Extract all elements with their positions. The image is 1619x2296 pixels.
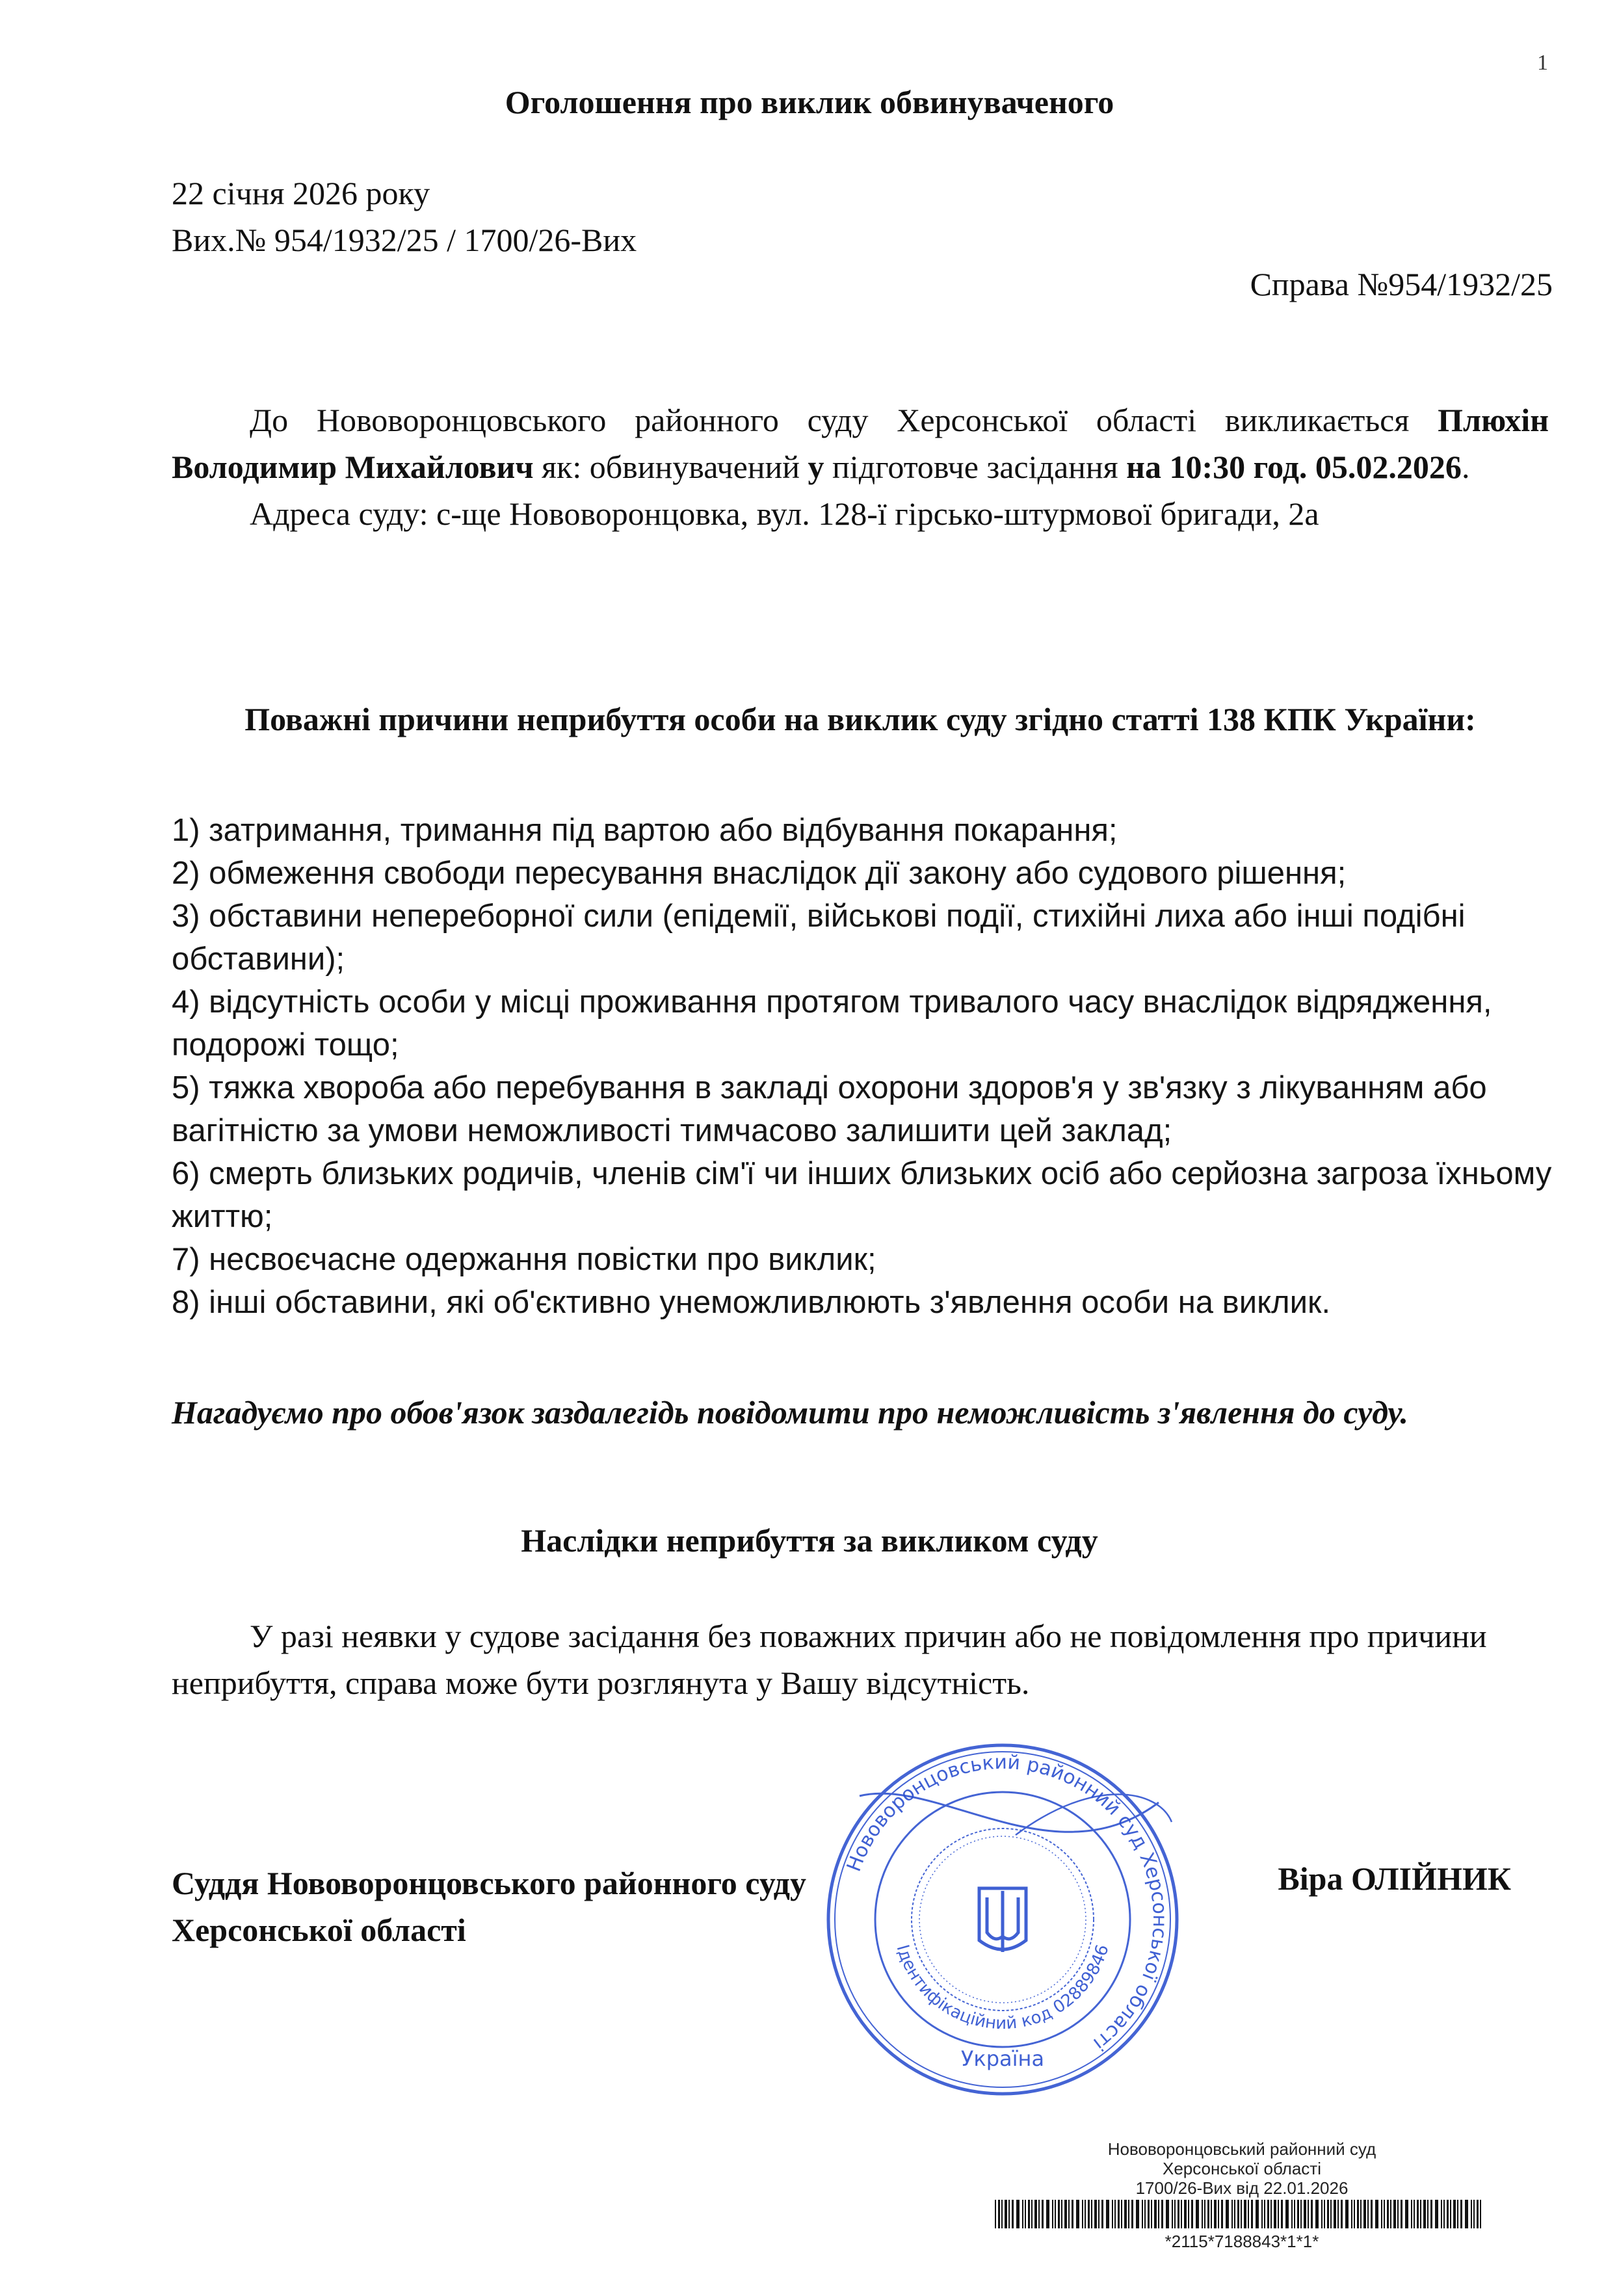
barcode-bar: [1131, 2200, 1133, 2228]
barcode-bar: [1270, 2200, 1272, 2228]
barcode-bar: [998, 2200, 1000, 2228]
barcode-bar: [1251, 2200, 1253, 2228]
barcode-bar: [1184, 2200, 1187, 2228]
barcode-bar: [1226, 2200, 1229, 2228]
barcode-bar: [1334, 2200, 1336, 2228]
barcode-bar: [1028, 2200, 1030, 2228]
barcode-bar: [1016, 2200, 1020, 2228]
barcode-bar: [1151, 2200, 1152, 2228]
court-seal-stamp: [821, 1737, 1185, 2102]
barcode-bar: [1256, 2200, 1259, 2228]
barcode-bar: [1142, 2200, 1143, 2228]
barcode-bar: [1178, 2200, 1179, 2228]
barcode-bar: [1363, 2200, 1366, 2228]
barcode-bar: [1202, 2200, 1203, 2228]
barcode-bar: [1068, 2200, 1070, 2228]
barcode-bar: [1427, 2200, 1428, 2228]
barcode-bar: [1098, 2200, 1099, 2228]
barcode-bar: [1480, 2200, 1481, 2228]
trident-emblem-icon: [979, 1888, 1026, 1952]
barcode-bar: [1435, 2200, 1438, 2228]
registry-line1: Нововоронцовський районний суд: [1107, 2139, 1376, 2159]
barcode-bar: [1443, 2200, 1445, 2228]
barcode-bar: [1221, 2200, 1223, 2228]
list-item: 7) несвоєчасне одержання повістки про виклик;: [172, 1242, 876, 1277]
list-item: 2) обмеження свободи пересування внаслідок дії закону або судового рішення;: [172, 856, 1347, 891]
summons-paragraph: [172, 397, 1549, 537]
barcode-bar: [1101, 2200, 1103, 2228]
barcode-bar: [1076, 2200, 1079, 2228]
barcode-bar: [1441, 2200, 1442, 2228]
document-date: 22 січня 2026 року: [172, 175, 430, 211]
barcode-bar: [1207, 2200, 1209, 2228]
barcode-bar: [1367, 2200, 1369, 2228]
datetime-end: .: [1461, 449, 1470, 485]
barcode-bar: [1387, 2200, 1389, 2228]
consequences-heading: Наслідки неприбуття за викликом суду: [521, 1522, 1098, 1559]
svg-text:Нововоронцовський районний суд: [843, 1751, 1171, 2055]
barcode-bar: [1124, 2200, 1127, 2228]
barcode-bar: [1052, 2200, 1053, 2228]
registry-line2: Херсонської області: [1163, 2159, 1321, 2178]
barcode-bar: [1401, 2200, 1402, 2228]
barcode-bar: [1005, 2200, 1007, 2228]
barcode-bar: [1042, 2200, 1044, 2228]
barcode-bar: [1430, 2200, 1432, 2228]
barcode-bar: [1417, 2200, 1419, 2228]
barcode-bar: [1174, 2200, 1176, 2228]
barcode-bar: [1357, 2200, 1359, 2228]
barcode-bar: [1025, 2200, 1026, 2228]
hearing-type: підготовче засідання: [824, 449, 1127, 485]
barcode-bar: [1261, 2200, 1263, 2228]
barcode-bar: [1046, 2200, 1049, 2228]
barcode-bar: [1414, 2200, 1415, 2228]
consequences-paragraph: [172, 1613, 1549, 1706]
judge-title-line2: Херсонської області: [172, 1912, 466, 1948]
barcode-bar: [1308, 2200, 1309, 2228]
barcode-bar: [1112, 2200, 1113, 2228]
barcode-bar: [1450, 2200, 1451, 2228]
barcode-bar: [1094, 2200, 1097, 2228]
role-text: як: обвинувачений: [533, 449, 808, 485]
barcode-bar: [1405, 2200, 1408, 2228]
outgoing-number: Вих.№ 954/1932/25 / 1700/26-Вих: [172, 222, 637, 258]
barcode-bar: [1218, 2200, 1219, 2228]
barcode-bar: [1248, 2200, 1249, 2228]
barcode-bar: [1297, 2200, 1299, 2228]
case-number: Справа №954/1932/25: [1250, 266, 1553, 302]
barcode-bar: [1465, 2200, 1468, 2228]
barcode-bar: [1211, 2200, 1212, 2228]
judge-name: Віра ОЛІЙНИК: [1278, 1860, 1511, 1897]
barcode-bar: [1058, 2200, 1060, 2228]
barcode-bar: [1471, 2200, 1472, 2228]
barcode-bar: [1411, 2200, 1412, 2228]
barcode-bar: [1381, 2200, 1382, 2228]
list-item: 3) обставини непереборної сили (епідемії, військові події, стихійні лиха або інші подібні обставини);: [172, 899, 1466, 977]
document-title: Оголошення про виклик обвинуваченого: [505, 84, 1114, 120]
barcode-bar: [1330, 2200, 1332, 2228]
barcode-bar: [1345, 2200, 1349, 2228]
barcode-bar: [1457, 2200, 1458, 2228]
person-name: Плюхін Володимир Михайлович: [172, 402, 1549, 485]
barcode-bar: [1278, 2200, 1279, 2228]
barcode-bar: [1144, 2200, 1146, 2228]
barcode-bar: [1264, 2200, 1265, 2228]
barcode-bar: [1375, 2200, 1378, 2228]
barcode-bar: [995, 2200, 996, 2228]
judge-title-line1: Суддя Нововоронцовського районного суду: [172, 1865, 806, 1901]
barcode-bar: [1188, 2200, 1189, 2228]
barcode-bar: [1148, 2200, 1150, 2228]
barcode-bar: [1267, 2200, 1269, 2228]
barcode-bar: [1012, 2200, 1014, 2228]
barcode-bar: [1082, 2200, 1083, 2228]
court-address: Адреса суду: с-ще Нововоронцовка, вул. 128-ї гірсько-штурмової бригади, 2а: [250, 495, 1319, 532]
barcode-bar: [1061, 2200, 1062, 2228]
time-prefix: на: [1126, 449, 1161, 485]
barcode-bar: [1181, 2200, 1182, 2228]
barcode-bar: [1460, 2200, 1462, 2228]
barcode-bar: [1064, 2200, 1067, 2228]
barcode-bar: [1128, 2200, 1129, 2228]
barcode-bar: [1008, 2200, 1010, 2228]
barcode-bar: [1473, 2200, 1475, 2228]
preposition: у: [808, 449, 824, 485]
barcode-bar: [1191, 2200, 1193, 2228]
barcode-bar: [1085, 2200, 1086, 2228]
barcode-bar: [1231, 2200, 1233, 2228]
reminder-note: Нагадуємо про обов'язок заздалегідь повідомити про неможливість з'явлення до суду.: [172, 1394, 1408, 1431]
list-item: 6) смерть близьких родичів, членів сім'ї чи інших близьких осіб або серйозна загроза їхньому життю;: [172, 1156, 1552, 1234]
barcode-bar: [1321, 2200, 1323, 2228]
list-item: 5) тяжка хвороба або перебування в закладі охорони здоров'я у зв'язку з лікуванням або вагітністю за умови неможливості тимчасово залишити цей заклад;: [172, 1070, 1487, 1148]
barcode-bar: [1294, 2200, 1295, 2228]
barcode-bar: [1118, 2200, 1120, 2228]
barcode-bar: [1477, 2200, 1479, 2228]
barcode-bar: [1453, 2200, 1456, 2228]
barcode-bar: [1397, 2200, 1399, 2228]
list-item: 1) затримання, тримання під вартою або відбування покарання;: [172, 813, 1118, 848]
barcode-bar: [1341, 2200, 1343, 2228]
summons-intro: До Нововоронцовського районного суду Херсонської області викликається: [250, 402, 1410, 438]
barcode-bar: [1311, 2200, 1313, 2228]
barcode-bar: [1393, 2200, 1396, 2228]
barcode-bar: [1214, 2200, 1217, 2228]
registry-stamp: [1001, 2139, 1482, 2198]
barcode-bar: [1244, 2200, 1246, 2228]
barcode-bar: [1420, 2200, 1421, 2228]
barcode-bar: [1291, 2200, 1293, 2228]
barcode-bar: [1136, 2200, 1139, 2228]
list-item: 4) відсутність особи у місці проживання протягом тривалого часу внаслідок відрядження, подорожі тощо;: [172, 984, 1492, 1062]
barcode-bar: [1055, 2200, 1056, 2228]
reasons-heading: Поважні причини неприбуття особи на виклик суду згідно статті 138 КПК України:: [244, 701, 1476, 737]
barcode-bar: [1315, 2200, 1319, 2228]
barcode-bar: [1106, 2200, 1109, 2228]
barcode-bar: [1241, 2200, 1242, 2228]
barcode-bar: [1390, 2200, 1391, 2228]
barcode-bar: [1304, 2200, 1306, 2228]
barcode-bar: [1360, 2200, 1362, 2228]
barcode-bar: [1172, 2200, 1173, 2228]
barcode-bar: [1034, 2200, 1037, 2228]
hearing-datetime: 10:30 год. 05.02.2026: [1169, 449, 1462, 485]
reasons-list: [172, 809, 1563, 1324]
barcode-bar: [1121, 2200, 1122, 2228]
barcode-bar: [1337, 2200, 1339, 2228]
barcode-number: *2115*7188843*1*1*: [1165, 2232, 1319, 2251]
registry-line3: 1700/26-Вих від 22.01.2026: [1135, 2178, 1349, 2198]
barcode-bar: [1158, 2200, 1159, 2228]
barcode-bar: [1022, 2200, 1023, 2228]
barcode-bar: [1281, 2200, 1283, 2228]
seal-inner-text: Ідентифікаційний код 02889846: [892, 1942, 1113, 2034]
barcode-bar: [1327, 2200, 1329, 2228]
barcode-bar: [1384, 2200, 1385, 2228]
seal-outer-text: Нововоронцовський районний суд Херсонської області: [842, 1750, 1172, 2055]
barcode-bar: [1072, 2200, 1073, 2228]
barcode-bar: [1154, 2200, 1157, 2228]
barcode-bar: [1324, 2200, 1325, 2228]
page-number: 1: [1537, 51, 1548, 75]
seal-bottom-text: Україна: [960, 2046, 1045, 2071]
barcode-bar: [1196, 2200, 1199, 2228]
barcode-bar: [1038, 2200, 1040, 2228]
barcode-bar: [1114, 2200, 1116, 2228]
barcode-bar: [1237, 2200, 1239, 2228]
barcode-bar: [1234, 2200, 1235, 2228]
barcode-bar: [1285, 2200, 1289, 2228]
barcode-bar: [1001, 2200, 1003, 2228]
judge-title: [172, 1860, 806, 1953]
barcode-bar: [1091, 2200, 1092, 2228]
barcode-bar: [1300, 2200, 1302, 2228]
barcode-bar: [1274, 2200, 1276, 2228]
list-item: 8) інші обставини, які об'єктивно унеможливлюють з'явлення особи на виклик.: [172, 1285, 1331, 1320]
barcode-bar: [1161, 2200, 1163, 2228]
barcode-bar: [1204, 2200, 1205, 2228]
barcode-bar: [1447, 2200, 1449, 2228]
barcode-bar: [1423, 2200, 1426, 2228]
barcode-bar: [1354, 2200, 1355, 2228]
consequences-text: У разі неявки у судове засідання без поважних причин або не повідомлення про причини неприбуття, справа може бути розглянута у Вашу відсутність.: [172, 1618, 1487, 1701]
barcode-bar: [1371, 2200, 1373, 2228]
barcode-icon: [995, 2200, 1482, 2228]
barcode-bar: [1166, 2200, 1169, 2228]
barcode-bar: [1031, 2200, 1033, 2228]
barcode-bar: [1351, 2200, 1352, 2228]
barcode-bar: [1088, 2200, 1090, 2228]
